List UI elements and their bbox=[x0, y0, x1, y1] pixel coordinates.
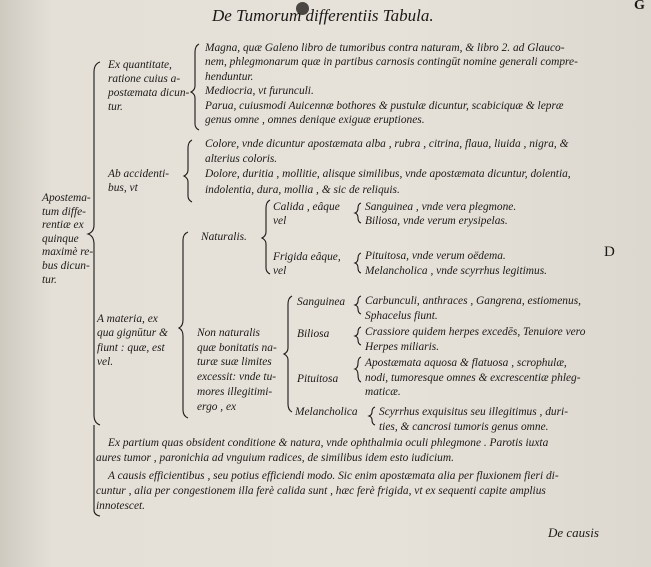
text-line: A causis efficientibus , seu potius efficiendi modo. Sic enim apostæmata alia per fluxionem fieri di- bbox=[108, 470, 559, 482]
page-title: De Tumorum differentiis Tabula. bbox=[212, 6, 434, 25]
melancholica-label: Melancholica bbox=[295, 406, 358, 418]
item-line: ties, & cancrosi tumoris genus omne. bbox=[379, 421, 549, 433]
item-line: Carbunculi, anthraces , Gangrena, estiomenus, bbox=[365, 295, 581, 307]
label-line: bus, vt bbox=[108, 182, 138, 194]
label-line: A materia, ex bbox=[97, 313, 158, 325]
sanguinea-items bbox=[365, 294, 581, 323]
text-line: cuntur , alia per congestionem illa ferè calida sunt , hæc ferè frigida, vt ex sequenti capite amplius bbox=[96, 485, 546, 497]
signature-mark: G bbox=[634, 0, 645, 13]
text-line: innotescet. bbox=[96, 500, 146, 512]
item-line: alterius coloris. bbox=[205, 153, 278, 166]
item-line: Dolore, duritia , mollitie, alisque similibus, vnde apostæmata dicuntur, dolentia, bbox=[205, 168, 571, 181]
item-line: Biliosa, vnde verum erysipelas. bbox=[365, 214, 508, 227]
label-line: excessit: vnde tu- bbox=[197, 371, 277, 384]
frigida-label bbox=[273, 250, 341, 278]
item-line: henduntur. bbox=[205, 70, 254, 83]
item-line: genus omne , omnes denique exiguæ eruptiones. bbox=[205, 114, 425, 127]
item-line: Apostæmata aquosa & flatuosa , scrophulæ, bbox=[365, 357, 567, 369]
biliosa-label: Biliosa bbox=[297, 328, 330, 340]
catchword: De causis bbox=[548, 525, 599, 540]
frigida-items bbox=[365, 249, 547, 278]
root-line: bus dicun- bbox=[42, 259, 90, 272]
item-line: Pituitosa, vnde verum oëdema. bbox=[365, 250, 506, 262]
item-line: Sphacelus fiunt. bbox=[365, 309, 438, 322]
accidentibus-label bbox=[108, 167, 169, 195]
label-line: Non naturalis bbox=[197, 327, 260, 339]
quantitate-items bbox=[205, 41, 578, 127]
item-line: Mediocria, vt furunculi. bbox=[205, 85, 314, 98]
root-line: quinque bbox=[42, 232, 79, 245]
label-line: vel bbox=[273, 265, 287, 277]
text-line: Ex partium quas obsident conditione & natura, vnde ophthalmia oculi phlegmone . Parotis iuxta bbox=[108, 437, 549, 449]
root-label bbox=[42, 192, 93, 287]
root-line: maximè re- bbox=[42, 246, 94, 259]
label-line: Ab accidenti- bbox=[108, 168, 170, 180]
item-line: Sanguinea , vnde vera plegmone. bbox=[365, 201, 517, 213]
label-line: fiunt : quæ, est bbox=[97, 341, 165, 354]
causis-text bbox=[96, 469, 559, 514]
label-line: vel bbox=[273, 215, 287, 227]
item-line: nodi, tumoresque omnes & excrescentiæ phleg- bbox=[365, 371, 581, 384]
item-line: Colore, vnde dicuntur apostæmata alba , rubra , citrina, flaua, liuida , nigra, & bbox=[205, 138, 569, 150]
label-line: ergo , ex bbox=[197, 400, 237, 413]
label-line: Ex quantitate, bbox=[108, 59, 172, 71]
accidentibus-items bbox=[205, 137, 571, 198]
partium-text bbox=[96, 436, 549, 466]
label-line: quæ bonitatis na- bbox=[197, 341, 277, 354]
naturalis-label: Naturalis. bbox=[201, 231, 247, 243]
item-line: Melancholica , vnde scyrrhus legitimus. bbox=[365, 264, 548, 277]
sanguinea-label: Sanguinea bbox=[297, 296, 346, 308]
item-line: maticæ. bbox=[365, 386, 401, 398]
label-line: turæ suæ limites bbox=[197, 356, 272, 369]
item-line: Crassiore quidem herpes excedēs, Tenuiore vero bbox=[365, 326, 586, 338]
root-line: tum diffe- bbox=[42, 205, 86, 218]
item-line: nem, phlegmonarum quæ in partibus carnosis contingūt nomine generali compre- bbox=[205, 56, 578, 69]
root-line: tur. bbox=[42, 273, 57, 286]
quantitate-label bbox=[108, 58, 189, 114]
item-line: Herpes miliaris. bbox=[365, 341, 440, 353]
label-line: Calida , eâque bbox=[273, 201, 340, 213]
calida-label bbox=[273, 200, 340, 228]
pituitosa-label: Pituitosa bbox=[297, 373, 339, 385]
label-line: mores illegitimi- bbox=[197, 385, 273, 398]
root-line: Apostema- bbox=[42, 192, 91, 204]
non-naturalis-label bbox=[197, 326, 277, 414]
materia-label bbox=[97, 312, 168, 370]
biliosa-items bbox=[365, 325, 585, 355]
item-line: Magna, quæ Galeno libro de tumoribus contra naturam, & libro 2. ad Glauco- bbox=[205, 42, 565, 54]
label-line: qua gignūtur & bbox=[97, 327, 168, 340]
margin-letter: D bbox=[604, 244, 615, 260]
item-line: Scyrrhus exquisitus seu illegitimus , duri- bbox=[379, 406, 568, 418]
item-line: indolentia, dura, mollia , & sic de reliquis. bbox=[205, 183, 400, 196]
text-line: aures tumor , paronichia ad vnguium radices, de similibus idem esto iudicium. bbox=[96, 452, 454, 464]
label-line: ratione cuius a- bbox=[108, 73, 181, 85]
root-line: rentiæ ex bbox=[42, 219, 84, 232]
melancholica-items bbox=[379, 405, 568, 435]
pituitosa-items bbox=[365, 356, 581, 400]
label-line: vel. bbox=[97, 356, 114, 369]
label-line: Frigida eâque, bbox=[273, 251, 341, 263]
calida-items bbox=[365, 201, 516, 228]
item-line: Parua, cuiusmodi Auicennæ bothores & pustulæ dicuntur, scabiciquæ & lepræ bbox=[205, 99, 564, 112]
label-line: tur. bbox=[108, 101, 123, 113]
label-line: postæmata dicun- bbox=[108, 87, 190, 99]
